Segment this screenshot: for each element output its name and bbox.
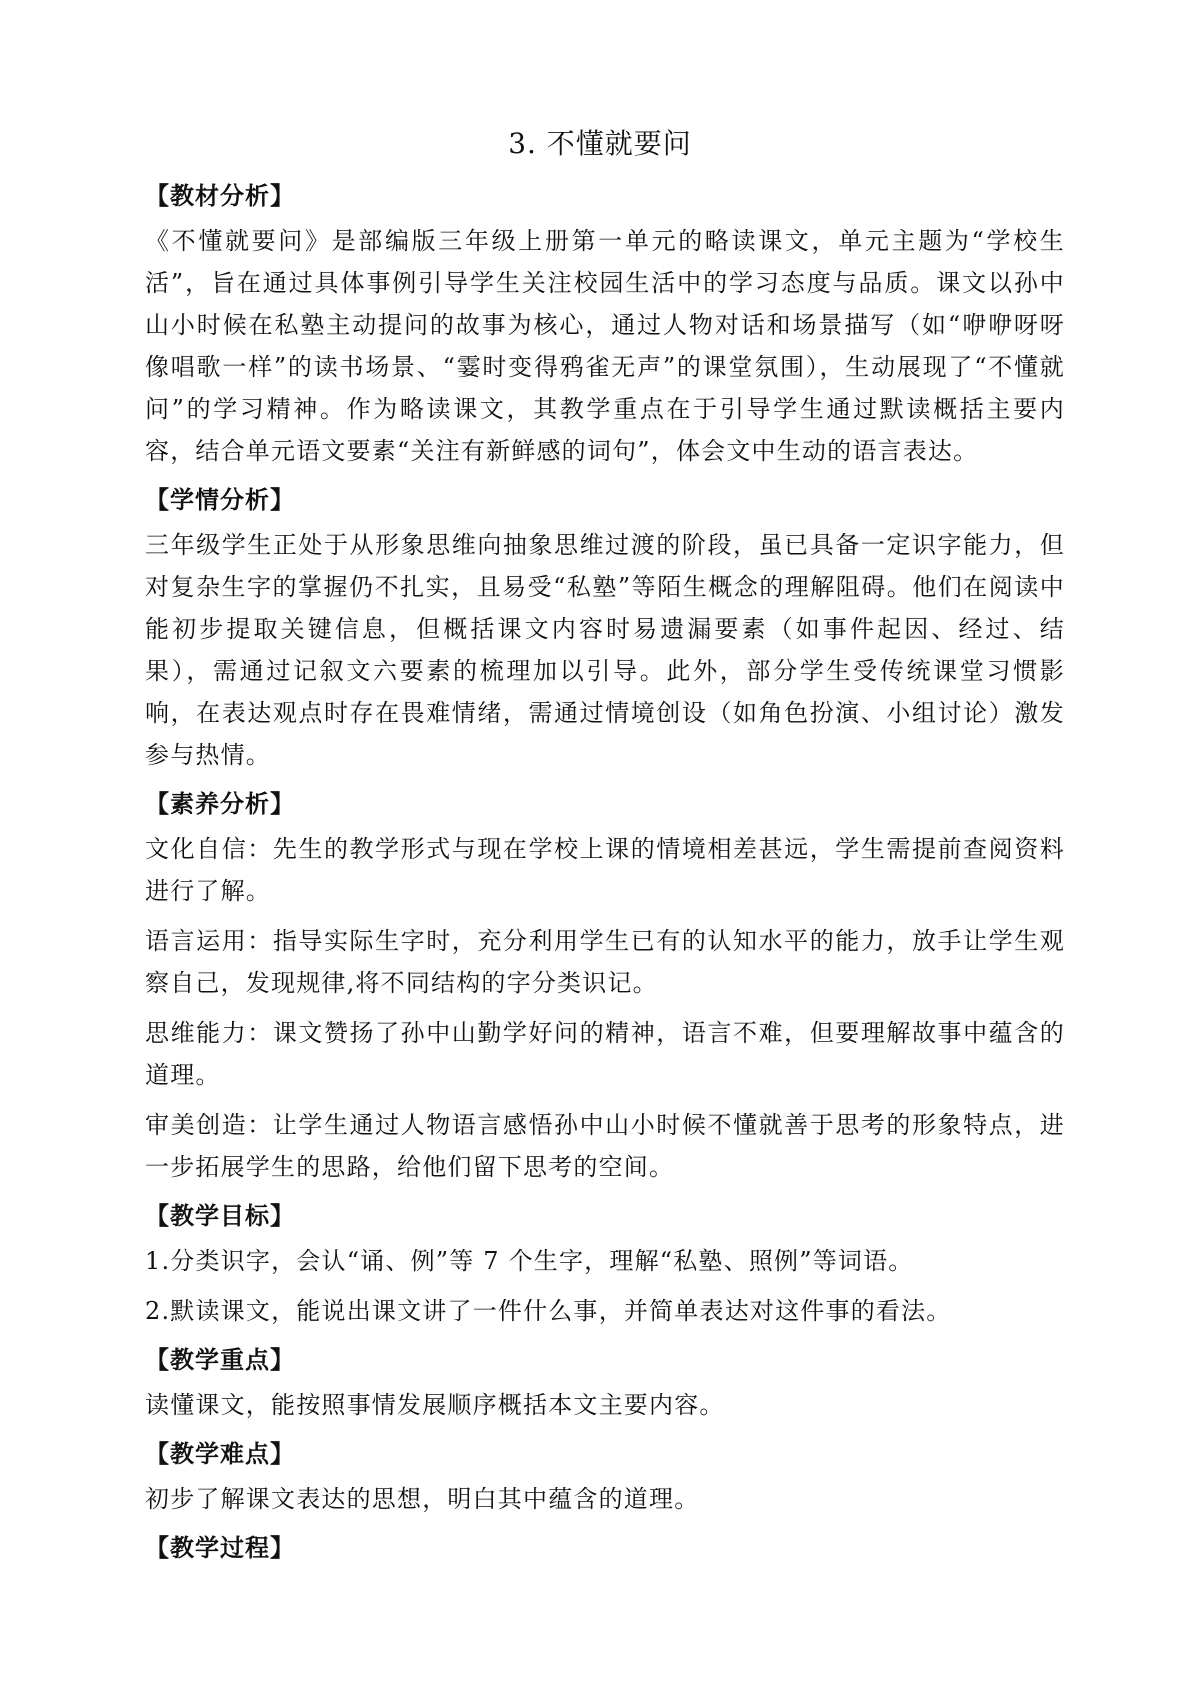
section-textbook-analysis bbox=[145, 176, 1065, 472]
page-title: 3. 不懂就要问 bbox=[508, 127, 692, 160]
paragraph: 1.分类识字，会认“诵、例”等 7 个生字，理解“私塾、照例”等词语。 bbox=[145, 1247, 914, 1275]
paragraph: 读懂课文，能按照事情发展顺序概括本文主要内容。 bbox=[145, 1391, 725, 1419]
section-difficulties bbox=[145, 1434, 1065, 1520]
section-heading: 【教学重点】 bbox=[145, 1345, 295, 1374]
paragraph: 《不懂就要问》是部编版三年级上册第一单元的略读课文，单元主题为“学校生活”，旨在通过具体事例引导学生关注校园生活中的学习态度与品质。课文以孙中山小时候在私塾主动提问的故事为核心，通过人物对话和场景描写（如“咿咿呀呀像唱歌一样”的读书场景、“霎时变得鸦雀无声”的课堂氛围），生动展现了“不懂就问”的学习精神。作为略读课文，其教学重点在于引导学生通过默读概括主要内容，结合单元语文要素“关注有新鲜感的词句”，体会文中生动的语言表达。 bbox=[145, 227, 1065, 465]
section-heading: 【素养分析】 bbox=[145, 789, 295, 818]
document-body bbox=[145, 176, 1065, 1572]
section-teaching-process bbox=[145, 1528, 1065, 1568]
paragraph: 文化自信：先生的教学形式与现在学校上课的情境相差甚远，学生需提前查阅资料进行了解。 bbox=[145, 835, 1065, 905]
paragraph: 三年级学生正处于从形象思维向抽象思维过渡的阶段，虽已具备一定识字能力，但对复杂生字的掌握仍不扎实，且易受“私塾”等陌生概念的理解阻碍。他们在阅读中能初步提取关键信息，但概括课文内容时易遗漏要素（如事件起因、经过、结果），需通过记叙文六要素的梳理加以引导。此外，部分学生受传统课堂习惯影响，在表达观点时存在畏难情绪，需通过情境创设（如角色扮演、小组讨论）激发参与热情。 bbox=[145, 531, 1065, 769]
section-key-points bbox=[145, 1340, 1065, 1426]
section-student-analysis bbox=[145, 480, 1065, 776]
section-literacy-analysis bbox=[145, 784, 1065, 1188]
paragraph: 思维能力：课文赞扬了孙中山勤学好问的精神，语言不难，但要理解故事中蕴含的道理。 bbox=[145, 1019, 1065, 1089]
paragraph: 2.默读课文，能说出课文讲了一件什么事，并简单表达对这件事的看法。 bbox=[145, 1297, 952, 1325]
paragraph: 语言运用：指导实际生字时，充分利用学生已有的认知水平的能力，放手让学生观察自己，发现规律,将不同结构的字分类识记。 bbox=[145, 927, 1065, 997]
section-heading: 【教学过程】 bbox=[145, 1533, 295, 1562]
section-teaching-goals bbox=[145, 1196, 1065, 1332]
paragraph: 初步了解课文表达的思想，明白其中蕴含的道理。 bbox=[145, 1485, 700, 1513]
section-heading: 【教材分析】 bbox=[145, 181, 295, 210]
section-heading: 【教学目标】 bbox=[145, 1201, 295, 1230]
section-heading: 【学情分析】 bbox=[145, 485, 295, 514]
section-heading: 【教学难点】 bbox=[145, 1439, 295, 1468]
paragraph: 审美创造：让学生通过人物语言感悟孙中山小时候不懂就善于思考的形象特点，进一步拓展学生的思路，给他们留下思考的空间。 bbox=[145, 1111, 1065, 1181]
